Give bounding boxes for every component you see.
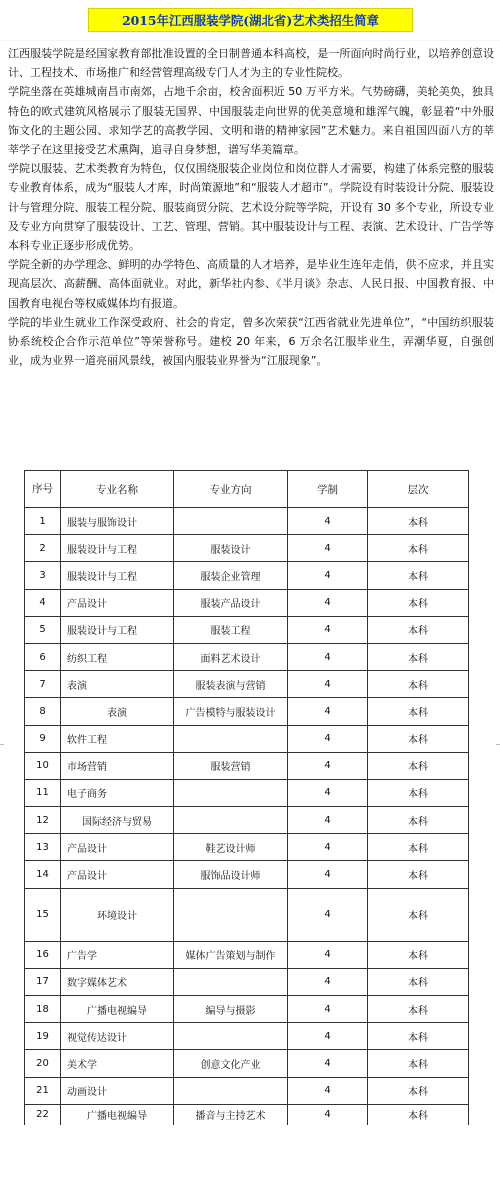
- paragraph: 学院全新的办学理念、鲜明的办学特色、高质量的人才培养，是毕业生连年走俏，供不应求，并且实现高层次、高薪酬、高体面就业。对此，新华社内参、《半月谈》杂志、人民日报、中国教育报、中国教育电视台等权威媒体均有报道。: [8, 258, 494, 310]
- cell-level: 本科: [368, 996, 469, 1023]
- cell-level: 本科: [368, 1077, 469, 1104]
- cell-duration: 4: [288, 725, 368, 752]
- cell-duration: 4: [288, 1104, 368, 1125]
- cell-major: 产品设计: [61, 589, 174, 616]
- cell-level: 本科: [368, 752, 469, 779]
- cell-direction: 媒体广告策划与制作: [174, 941, 288, 968]
- column-header-duration: 学制: [288, 471, 368, 508]
- cell-duration: 4: [288, 941, 368, 968]
- table-row: [25, 779, 469, 806]
- table-row: [25, 616, 469, 643]
- cell-seq: 3: [25, 562, 61, 589]
- table-row: [25, 725, 469, 752]
- cell-direction: [174, 1077, 288, 1104]
- cell-level: 本科: [368, 1023, 469, 1050]
- cell-duration: 4: [288, 589, 368, 616]
- table-row: [25, 562, 469, 589]
- cell-direction: [174, 779, 288, 806]
- cell-duration: 4: [288, 1023, 368, 1050]
- page-title: 2015年江西服装学院(湖北省)艺术类招生简章: [122, 13, 379, 28]
- cell-major: 产品设计: [61, 834, 174, 861]
- cell-duration: 4: [288, 779, 368, 806]
- cell-major: 服装设计与工程: [61, 535, 174, 562]
- cell-duration: 4: [288, 996, 368, 1023]
- cell-seq: 10: [25, 752, 61, 779]
- paragraph: 学院的毕业生就业工作深受政府、社会的肯定，曾多次荣获“江西省就业先进单位”，“中国纺织服装协系统校企合作示范单位”等荣誉称号。建校 20 年来，6 万余名江服毕业生，弄潮华夏，自强创业，成为业界一道亮丽风景线，被国内服装业界誉为“江服现象”。: [8, 315, 494, 368]
- cell-direction: [174, 508, 288, 535]
- cell-direction: 编导与摄影: [174, 996, 288, 1023]
- cell-major: 电子商务: [61, 779, 174, 806]
- cell-seq: 11: [25, 779, 61, 806]
- cell-major: 广播电视编导: [61, 996, 174, 1023]
- cell-seq: 4: [25, 589, 61, 616]
- cell-level: 本科: [368, 1050, 469, 1077]
- cell-major: 广告学: [61, 941, 174, 968]
- table-header-row: [25, 471, 469, 508]
- table-row: [25, 589, 469, 616]
- cell-direction: 服装表演与营销: [174, 671, 288, 698]
- cell-level: 本科: [368, 589, 469, 616]
- edge-mark: [496, 744, 500, 745]
- cell-major: 服装设计与工程: [61, 616, 174, 643]
- cell-direction: 服装营销: [174, 752, 288, 779]
- cell-duration: 4: [288, 834, 368, 861]
- cell-level: 本科: [368, 643, 469, 670]
- cell-major: 服装与服饰设计: [61, 508, 174, 535]
- table-row: [25, 1023, 469, 1050]
- cell-direction: [174, 888, 288, 941]
- paragraph: 江西服装学院是经国家教育部批准设置的全日制普通本科高校，是一所面向时尚行业，以培养创意设计、工程技术、市场推广和经营管理高级专门人才为主的专业性院校。: [8, 47, 494, 80]
- cell-direction: 播音与主持艺术: [174, 1104, 288, 1125]
- cell-seq: 12: [25, 807, 61, 834]
- cell-major: 纺织工程: [61, 643, 174, 670]
- cell-duration: 4: [288, 671, 368, 698]
- cell-seq: 21: [25, 1077, 61, 1104]
- table-row: [25, 535, 469, 562]
- edge-mark: [0, 744, 4, 745]
- cell-level: 本科: [368, 807, 469, 834]
- table-row: [25, 752, 469, 779]
- cell-seq: 16: [25, 941, 61, 968]
- table-row: [25, 1050, 469, 1077]
- cell-seq: 20: [25, 1050, 61, 1077]
- cell-major: 广播电视编导: [61, 1104, 174, 1125]
- cell-direction: [174, 725, 288, 752]
- table-row: [25, 1077, 469, 1104]
- column-header-level: 层次: [368, 471, 469, 508]
- cell-direction: 服装企业管理: [174, 562, 288, 589]
- cell-direction: 广告模特与服装设计: [174, 698, 288, 725]
- cell-seq: 6: [25, 643, 61, 670]
- column-header-direction: 专业方向: [174, 471, 288, 508]
- cell-direction: 服装产品设计: [174, 589, 288, 616]
- cell-seq: 1: [25, 508, 61, 535]
- cell-level: 本科: [368, 888, 469, 941]
- cell-level: 本科: [368, 725, 469, 752]
- table-row: [25, 698, 469, 725]
- cell-duration: 4: [288, 1077, 368, 1104]
- cell-major: 软件工程: [61, 725, 174, 752]
- cell-direction: 鞋艺设计师: [174, 834, 288, 861]
- cell-seq: 19: [25, 1023, 61, 1050]
- title-banner: [88, 8, 413, 32]
- cell-level: 本科: [368, 968, 469, 995]
- paragraph: 学院以服装、艺术类教育为特色，仅仅围绕服装企业岗位和岗位群人才需要，构建了体系完整的服装专业教育体系，成为“服装人才库，时尚策源地”和“服装人才超市”。学院设有时装设计分院、服装设计与管理分院、服装工程分院、服装商贸分院、艺术设分院等学院，开设有 30 多个专业，所设专业及专业方向贯穿了服装设计、工艺、管理、营销。其中服装设计与工程、表演、艺术设计、广告学等本科专业正逐步形成优势。: [8, 162, 494, 253]
- paragraph: 学院坐落在英雄城南昌市南郊，占地千余亩，校舍面积近 50 万平方米。气势磅礴，美轮美奂，独具特色的欧式建筑风格展示了服装无国界、中国服装走向世界的优美意境和雄浑气魄，彰显着“中外服饰文化的主题公园、求知学艺的高教学园、文明和谐的精神家园”艺术魅力。来自祖国四面八方的莘莘学子在这里接受艺术熏陶，追寻自身梦想，谱写华美篇章。: [8, 85, 494, 157]
- cell-direction: [174, 1023, 288, 1050]
- cell-major: 国际经济与贸易: [61, 807, 174, 834]
- divider: [0, 40, 500, 41]
- cell-duration: 4: [288, 752, 368, 779]
- cell-seq: 22: [25, 1104, 61, 1125]
- cell-direction: 服饰品设计师: [174, 861, 288, 888]
- cell-major: 表演: [61, 671, 174, 698]
- cell-seq: 17: [25, 968, 61, 995]
- cell-level: 本科: [368, 698, 469, 725]
- cell-direction: 面料艺术设计: [174, 643, 288, 670]
- intro-text: [8, 44, 494, 370]
- cell-duration: 4: [288, 508, 368, 535]
- cell-duration: 4: [288, 616, 368, 643]
- cell-major: 数字媒体艺术: [61, 968, 174, 995]
- cell-level: 本科: [368, 562, 469, 589]
- cell-level: 本科: [368, 779, 469, 806]
- cell-level: 本科: [368, 834, 469, 861]
- table-row: [25, 643, 469, 670]
- cell-major: 服装设计与工程: [61, 562, 174, 589]
- cell-duration: 4: [288, 1050, 368, 1077]
- column-header-major: 专业名称: [61, 471, 174, 508]
- cell-duration: 4: [288, 888, 368, 941]
- cell-major: 环境设计: [61, 888, 174, 941]
- table-row: [25, 888, 469, 941]
- cell-level: 本科: [368, 508, 469, 535]
- cell-direction: 创意文化产业: [174, 1050, 288, 1077]
- cell-seq: 5: [25, 616, 61, 643]
- cell-level: 本科: [368, 941, 469, 968]
- table-row: [25, 834, 469, 861]
- cell-duration: 4: [288, 861, 368, 888]
- cell-seq: 15: [25, 888, 61, 941]
- cell-level: 本科: [368, 1104, 469, 1125]
- cell-direction: 服装设计: [174, 535, 288, 562]
- cell-direction: [174, 807, 288, 834]
- cell-duration: 4: [288, 535, 368, 562]
- table-row: [25, 996, 469, 1023]
- cell-major: 产品设计: [61, 861, 174, 888]
- table-row: [25, 1104, 469, 1125]
- table-row: [25, 671, 469, 698]
- cell-duration: 4: [288, 807, 368, 834]
- cell-seq: 2: [25, 535, 61, 562]
- cell-level: 本科: [368, 616, 469, 643]
- cell-duration: 4: [288, 643, 368, 670]
- cell-major: 市场营销: [61, 752, 174, 779]
- table-row: [25, 508, 469, 535]
- cell-seq: 18: [25, 996, 61, 1023]
- table-row: [25, 861, 469, 888]
- majors-table: [24, 470, 469, 1125]
- cell-level: 本科: [368, 671, 469, 698]
- cell-direction: [174, 968, 288, 995]
- table-row: [25, 807, 469, 834]
- cell-major: 视觉传达设计: [61, 1023, 174, 1050]
- cell-level: 本科: [368, 535, 469, 562]
- cell-major: 表演: [61, 698, 174, 725]
- cell-seq: 8: [25, 698, 61, 725]
- cell-direction: 服装工程: [174, 616, 288, 643]
- cell-seq: 13: [25, 834, 61, 861]
- cell-seq: 9: [25, 725, 61, 752]
- cell-major: 动画设计: [61, 1077, 174, 1104]
- cell-duration: 4: [288, 698, 368, 725]
- cell-level: 本科: [368, 861, 469, 888]
- cell-seq: 7: [25, 671, 61, 698]
- cell-seq: 14: [25, 861, 61, 888]
- table-row: [25, 941, 469, 968]
- table-row: [25, 968, 469, 995]
- column-header-seq: 序号: [25, 471, 61, 508]
- cell-duration: 4: [288, 968, 368, 995]
- cell-major: 美术学: [61, 1050, 174, 1077]
- cell-duration: 4: [288, 562, 368, 589]
